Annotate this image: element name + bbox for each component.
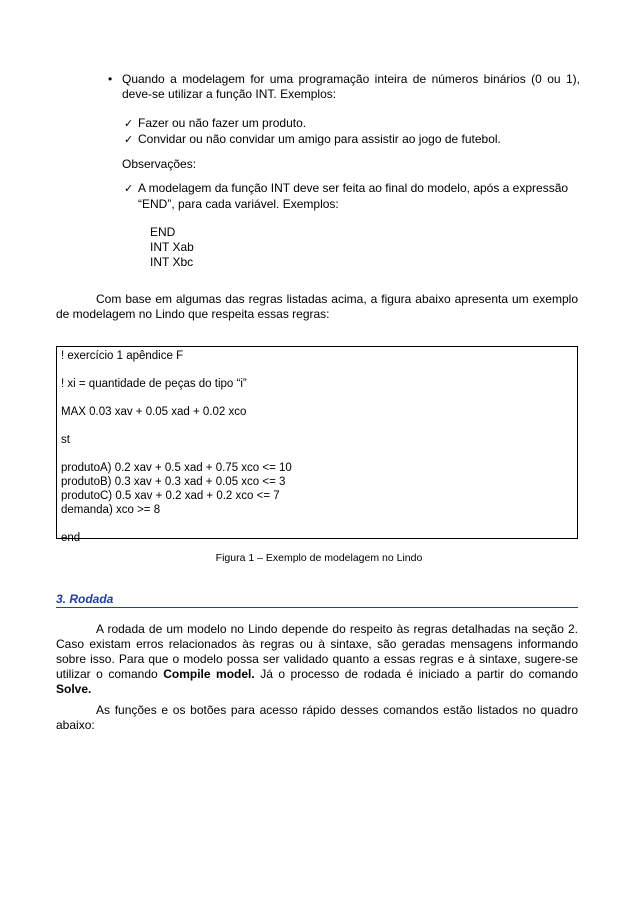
examples-list: [124, 116, 584, 148]
code-example-line: END: [150, 225, 176, 239]
code-constraint: produtoC) 0.5 xav + 0.2 xad + 0.2 xco <= 7: [61, 490, 280, 502]
checkmark-icon: ✓: [124, 118, 134, 130]
code-constraint: demanda) xco >= 8: [61, 504, 161, 516]
code-example-line: INT Xbc: [150, 255, 194, 269]
section-title: 3. Rodada: [56, 592, 114, 606]
code-constraint: produtoB) 0.3 xav + 0.3 xad + 0.05 xco <= 3: [61, 476, 286, 488]
functions-paragraph: [56, 703, 578, 733]
solve-command: Solve.: [56, 682, 92, 696]
functions-line2: abaixo:: [56, 718, 95, 732]
intro-paragraph: [56, 292, 578, 322]
example-text: Fazer ou não fazer um produto.: [138, 116, 307, 130]
bullet-text-line2: deve-se utilizar a função INT. Exemplos:: [122, 87, 337, 101]
bullet-text: [122, 72, 580, 102]
figure-caption: Figura 1 – Exemplo de modelagem no Lindo: [215, 552, 423, 564]
code-example-line: INT Xab: [150, 240, 194, 254]
code-end: end: [61, 532, 81, 544]
intro-line2: de modelagem no Lindo que respeita essas regras:: [56, 307, 330, 321]
code-constraint: produtoA) 0.2 xav + 0.5 xad + 0.75 xco <= 10: [61, 462, 292, 474]
rodada-line4: [56, 667, 578, 682]
bullet-dot: •: [108, 72, 113, 86]
code-objective: MAX 0.03 xav + 0.05 xad + 0.02 xco: [61, 406, 247, 418]
example-item: [124, 116, 584, 132]
observation-text-line2: “END”, para cada variável. Exemplos:: [138, 197, 339, 211]
example-item: [124, 132, 584, 148]
code-comment: ! xi = quantidade de peças do tipo “i”: [61, 378, 247, 390]
code-st: st: [61, 434, 70, 446]
rodada-line3: sobre isso. Para que o modelo possa ser validado quanto a essas regras e à sintaxe, sugere-se: [56, 652, 578, 666]
rodada-line4-post: Já o processo de rodada é iniciado a partir do comando: [254, 667, 579, 681]
observation-item: [124, 181, 580, 212]
compile-model-command: Compile model.: [163, 667, 255, 681]
rodada-line4-pre: utilizar o comando: [56, 667, 164, 681]
checkmark-icon: ✓: [124, 134, 134, 146]
rodada-line1: A rodada de um modelo no Lindo depende do respeito às regras detalhadas na seção 2.: [96, 622, 578, 636]
checkmark-icon: ✓: [124, 183, 134, 195]
rodada-paragraph: [56, 622, 578, 697]
lindo-model-box: [56, 346, 578, 544]
observations-label: Observações:: [122, 157, 197, 171]
section-rule: [56, 607, 578, 608]
code-comment: ! exercício 1 apêndice F: [61, 350, 184, 362]
example-text: Convidar ou não convidar um amigo para assistir ao jogo de futebol.: [138, 132, 501, 146]
observation-line1: [124, 181, 580, 197]
code-example: [150, 225, 194, 270]
rodada-line2: Caso existam erros relacionados às regras ou à sintaxe, são geradas mensagens informando: [56, 637, 578, 651]
rodada-line5: [56, 682, 578, 697]
observation-text-line1: A modelagem da função INT deve ser feita ao final do modelo, após a expressão: [138, 181, 569, 195]
bullet-text-line1: Quando a modelagem for uma programação inteira de números binários (0 ou 1),: [122, 72, 580, 86]
intro-line1: Com base em algumas das regras listadas acima, a figura abaixo apresenta um exemplo: [96, 292, 578, 306]
functions-line1: As funções e os botões para acesso rápido desses comandos estão listados no quadro: [96, 703, 578, 717]
